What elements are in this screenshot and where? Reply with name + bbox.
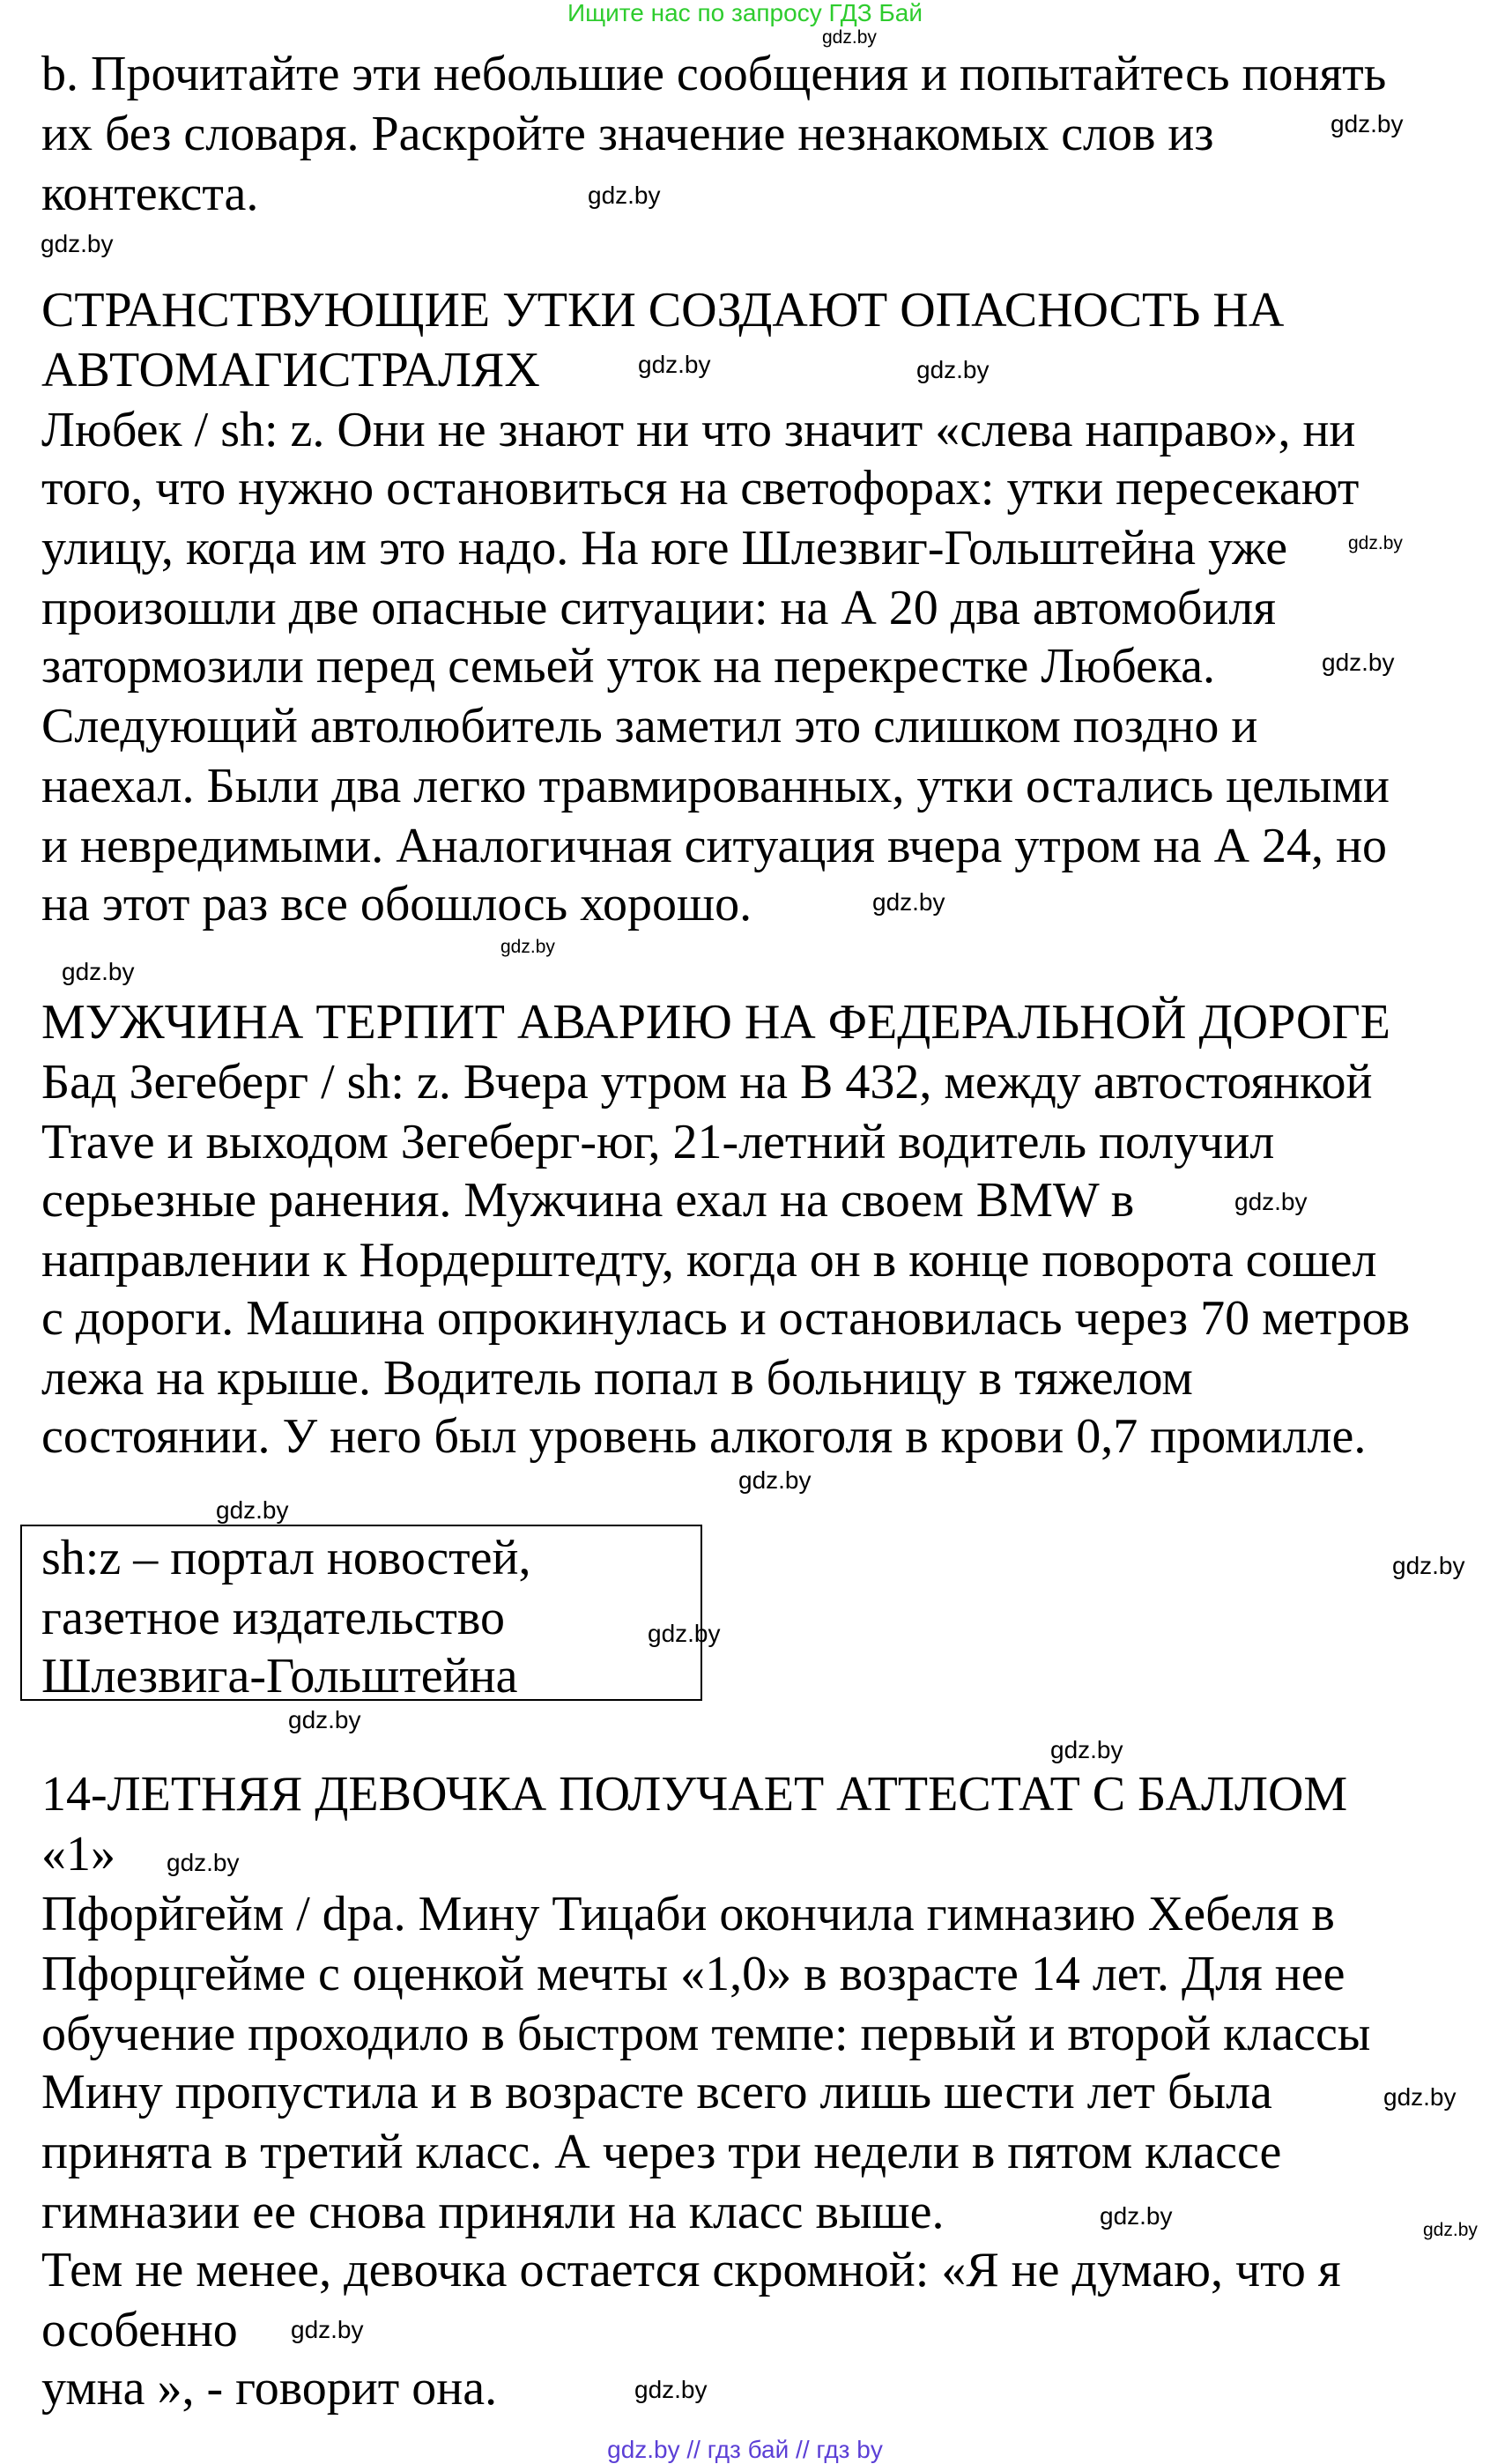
intro-line: b. Прочитайте эти небольшие сообщения и попытайтесь понять [41,47,1387,101]
watermark: gdz.by [588,182,661,209]
article1-line: и невредимыми. Аналогичная ситуация вчера утром на А 24, но [41,819,1387,873]
watermark: gdz.by [167,1849,240,1876]
watermark: gdz.by [216,1496,289,1524]
article3-title: «1» [41,1827,115,1881]
site-banner: Ищите нас по запросу ГДЗ Бай [567,0,923,26]
watermark: gdz.by [62,958,135,985]
note-line: газетное издательство [41,1591,505,1645]
article3-line: обучение проходило в быстром темпе: первый и второй классы [41,2007,1371,2061]
article3-line: Пфорцгейме с оценкой мечты «1,0» в возрасте 14 лет. Для нее [41,1947,1345,2001]
watermark: gdz.by [1050,1736,1123,1763]
watermark: gdz.by [1322,649,1395,676]
watermark: gdz.by [1331,110,1404,137]
article1-line: затормозили перед семьей уток на перекрестке Любека. [41,639,1216,694]
watermark: gdz.by [872,888,945,916]
watermark: gdz.by [1423,2220,1478,2240]
watermark: gdz.by [822,27,877,48]
article3-line: Тем не менее, девочка остается скромной: «Я не думаю, что я [41,2243,1341,2297]
article3-line: принята в третий класс. А через три недели в пятом классе [41,2125,1282,2179]
watermark: gdz.by [648,1620,721,1647]
article2-line: состоянии. У него был уровень алкоголя в крови 0,7 промилле. [41,1409,1367,1464]
article2-line: серьезные ранения. Мужчина ехал на своем BMW в [41,1173,1135,1228]
watermark: gdz.by [634,2376,708,2403]
article1-title: АВТОМАГИСТРАЛЯХ [41,343,540,397]
article3-line: Мину пропустила и в возрасте всего лишь шести лет была [41,2065,1272,2119]
article1-title: СТРАНСТВУЮЩИЕ УТКИ СОЗДАЮТ ОПАСНОСТЬ НА [41,283,1285,338]
watermark: gdz.by [916,356,990,383]
watermark: gdz.by [500,937,555,957]
note-line: sh:z – портал новостей, [41,1531,531,1585]
watermark: gdz.by [1392,1552,1465,1579]
intro-line: контекста. [41,167,259,221]
article1-line: произошли две опасные ситуации: на А 20 два автомобиля [41,581,1276,635]
article1-line: наехал. Были два легко травмированных, утки остались целыми [41,759,1390,813]
article3-line: особенно [41,2303,238,2357]
article1-line: Любек / sh: z. Они не знают ни что значит «слева направо», ни [41,403,1356,457]
article1-line: того, что нужно остановиться на светофорах: утки пересекают [41,461,1360,516]
footer-links[interactable]: gdz.by // гдз бай // гдз by [607,2436,883,2463]
article2-title: МУЖЧИНА ТЕРПИТ АВАРИЮ НА ФЕДЕРАЛЬНОЙ ДОРОГЕ [41,995,1390,1050]
intro-line: их без словаря. Раскройте значение незнакомых слов из [41,107,1214,161]
note-line: Шлезвига-Гольштейна [41,1649,518,1703]
watermark: gdz.by [738,1466,812,1494]
article3-line: гимназии ее снова приняли на класс выше. [41,2185,945,2239]
article2-line: направлении к Нордерштедту, когда он в конце поворота сошел [41,1233,1377,1288]
article3-line: Пфорйгейм / dpa. Мину Тицаби окончила гимназию Хебеля в [41,1887,1335,1941]
article3-line: умна », - говорит она. [41,2361,498,2416]
article1-line: улицу, когда им это надо. На юге Шлезвиг-Гольштейна уже [41,521,1288,575]
watermark: gdz.by [1383,2083,1457,2111]
watermark: gdz.by [1100,2202,1173,2230]
watermark: gdz.by [1234,1188,1308,1215]
article2-line: с дороги. Машина опрокинулась и остановилась через 70 метров [41,1291,1411,1346]
article2-line: Trave и выходом Зегеберг-юг, 21-летний водитель получил [41,1115,1275,1169]
article1-line: Следующий автолюбитель заметил это слишком поздно и [41,699,1258,753]
watermark: gdz.by [288,1706,361,1733]
article3-title: 14-ЛЕТНЯЯ ДЕВОЧКА ПОЛУЧАЕТ АТТЕСТАТ С БАЛЛОМ [41,1767,1348,1822]
article2-line: лежа на крыше. Водитель попал в больницу в тяжелом [41,1351,1193,1406]
watermark: gdz.by [41,230,114,257]
watermark: gdz.by [638,351,711,378]
article1-line: на этот раз все обошлось хорошо. [41,877,752,931]
watermark: gdz.by [1348,533,1403,553]
article2-line: Бад Зегеберг / sh: z. Вчера утром на В 432, между автостоянкой [41,1055,1373,1110]
watermark: gdz.by [291,2316,364,2343]
